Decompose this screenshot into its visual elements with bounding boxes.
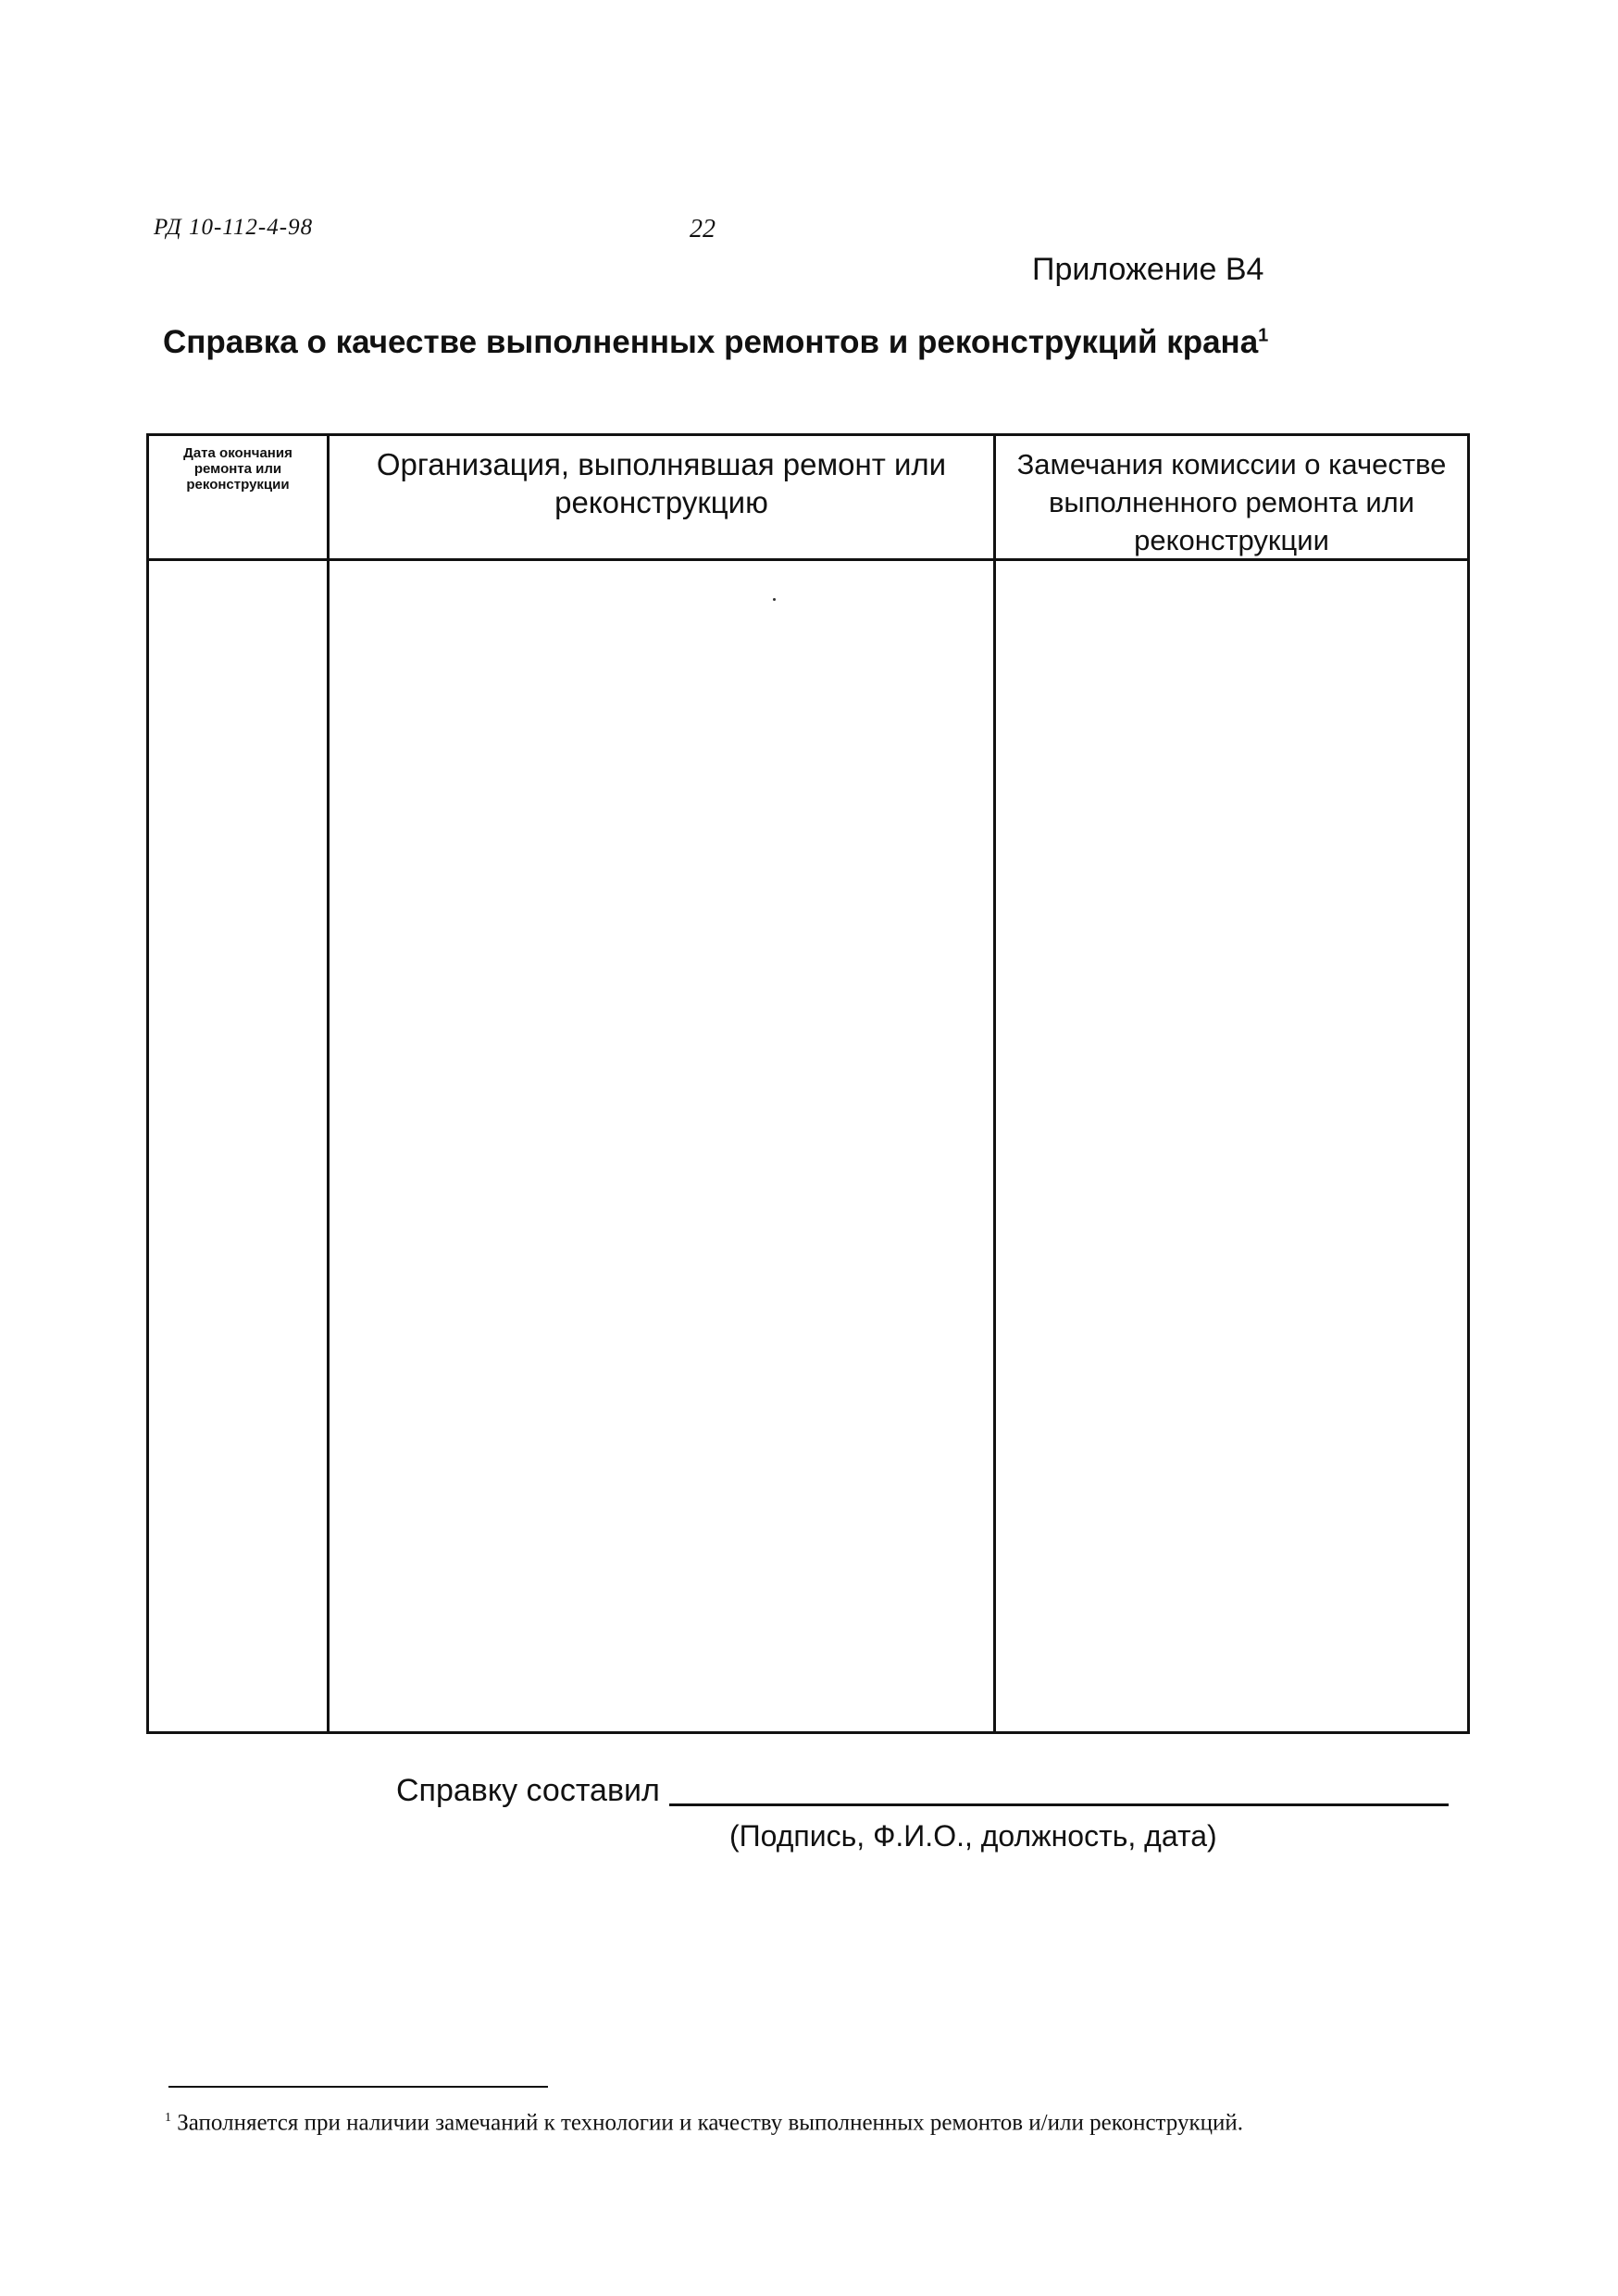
signature-label: Справку составил [396, 1773, 660, 1808]
title-footnote-mark: 1 [1258, 325, 1269, 346]
signature-line [669, 1803, 1449, 1806]
appendix-label: Приложение В4 [1032, 252, 1264, 287]
column-divider [993, 436, 996, 1731]
page-number: 22 [690, 215, 716, 243]
footnote-mark: 1 [165, 2111, 171, 2125]
column-header-remarks: Замечания комиссии о качестве выполненного ремонта или реконструкции [1016, 448, 1447, 556]
repairs-table [146, 433, 1470, 1734]
footnote-separator [168, 2086, 548, 2088]
document-code: РД 10-112-4-98 [154, 215, 314, 240]
column-header-organization: Организация, выполнявшая ремонт или реконструкцию [376, 447, 947, 519]
signature-hint: (Подпись, Ф.И.О., должность, дата) [729, 1819, 1217, 1853]
column-divider [327, 436, 330, 1731]
scan-speck [773, 598, 776, 601]
document-title [163, 324, 1268, 361]
document-title-text: Справка о качестве выполненных ремонтов и реконструкций крана [163, 324, 1259, 360]
footnote-text: Заполняется при наличии замечаний к технологии и качеству выполненных ремонтов и/или реконструкций. [177, 2110, 1243, 2136]
column-header-date: Дата окончания ремонта или реконструкции [183, 445, 292, 493]
footnote [165, 2102, 1276, 2140]
